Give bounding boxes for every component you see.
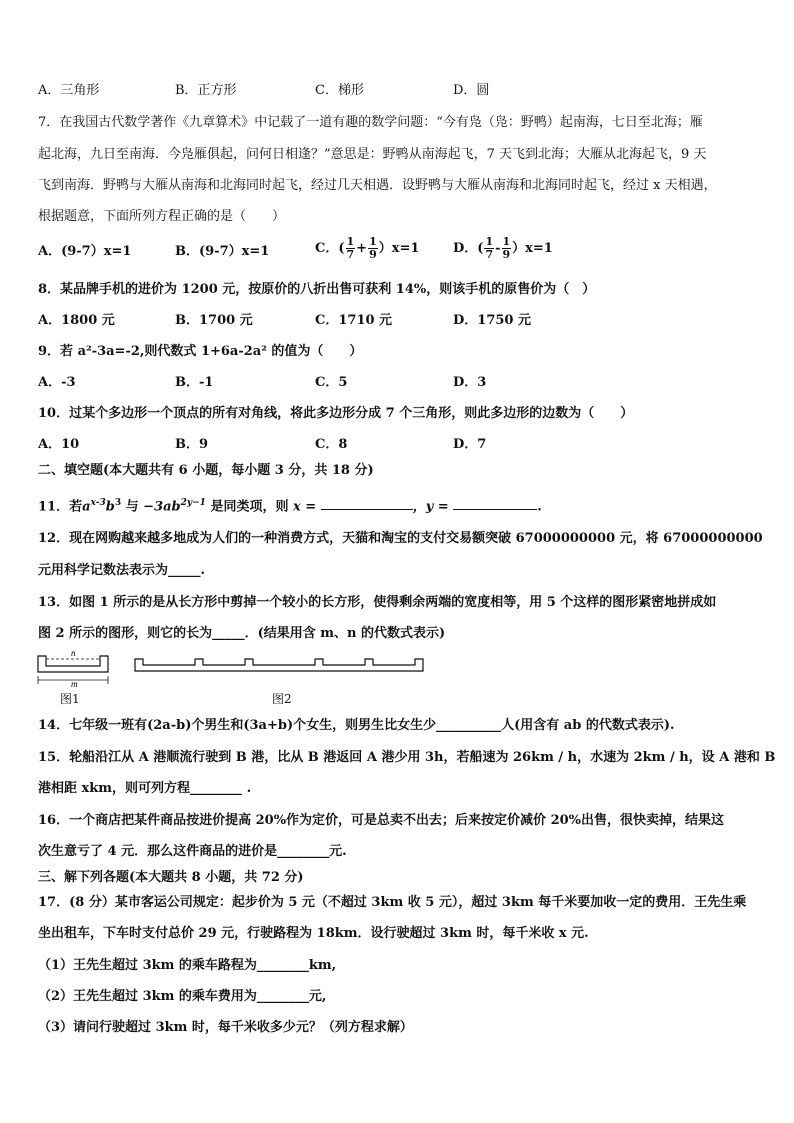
- q8-option-a: A．1800 元: [38, 313, 115, 328]
- q9-option-b: B．-1: [175, 375, 214, 390]
- q7-option-b: B．(9-7）x=1: [175, 244, 270, 259]
- q16-line-1: 16．一个商店把某件商品按进价提高 20%作为定价，可是总卖不出去；后来按定价减价 20%出售，很快卖掉，结果这: [38, 813, 725, 828]
- q7-line-2: 起北海，九日至南海．今凫雁俱起，问何日相逢？”意思是：野鸭从南海起飞，7 天飞到北海；大雁从北海起飞，9 天: [38, 147, 707, 162]
- q9-stem: 9．若 a²-3a=-2,则代数式 1+6a-2a² 的值为（ ）: [38, 344, 363, 359]
- q17-sub-2: （2）王先生超过 3km 的乘车费用为________元,: [38, 989, 327, 1004]
- q14-stem: 14．七年级一班有(2a-b)个男生和(3a+b)个女生，则男生比女生少__________人(用含有 ab 的代数式表示).: [38, 718, 675, 733]
- q10-option-d: D．7: [453, 437, 487, 452]
- answer-blank: [321, 497, 413, 510]
- answer-blank: [453, 497, 537, 510]
- q9-option-d: D．3: [453, 375, 487, 390]
- q12-line-2: 元用科学记数法表示为_____.: [38, 563, 206, 578]
- q8-option-c: C．1710 元: [315, 313, 393, 328]
- figure-1-caption: 图1: [60, 692, 80, 706]
- section-heading-solve: 三、解下列各题(本大题共 8 小题，共 72 分): [38, 870, 304, 885]
- q13-line-1: 13．如图 1 所示的是从长方形中剪掉一个较小的长方形，使得剩余两端的宽度相等，用 5 个这样的图形紧密地拼成如: [38, 595, 717, 610]
- q7-option-d-suffix: ）x=1: [512, 241, 553, 256]
- q7-option-c-suffix: ）x=1: [378, 241, 420, 256]
- q9-option-a: A．-3: [38, 375, 76, 390]
- q8-option-b: B．1700 元: [175, 313, 253, 328]
- q7-option-d-prefix: D．(: [453, 241, 484, 256]
- q11-stem: 11．若$a^{x-3}b^3$ 与 $-3ab^{2y-1}$ 是同类项，则 x = ，y = .: [38, 498, 542, 515]
- minus-sign: -: [495, 241, 501, 256]
- figure-2-caption: 图2: [272, 692, 292, 706]
- q17-line-1: 17．(8 分）某市客运公司规定：起步价为 5 元（不超过 3km 收 5 元），超过 3km 每千米要加收一定的费用．王先生乘: [38, 895, 747, 910]
- q6-option-a: A．三角形: [38, 83, 100, 98]
- fraction-1-9: $\frac{1}{9}$: [502, 235, 511, 261]
- q7-option-d: [453, 236, 553, 261]
- n-label: n: [71, 648, 76, 658]
- q7-line-3: 飞到南海．野鸭与大雁从南海和北海同时起飞，经过几天相遇．设野鸭与大雁从南海和北海同时起飞，经过 x 天相遇，: [38, 178, 717, 193]
- q7-line-1: 7．在我国古代数学著作《九章算术》中记载了一道有趣的数学问题：“今有凫（凫：野鸭）起南海，七日至北海；雁: [38, 115, 703, 130]
- q7-option-a: A．(9-7）x=1: [38, 244, 132, 259]
- q12-line-1: 12．现在网购越来越多地成为人们的一种消费方式，天猫和淘宝的支付交易额突破 67000000000 元，将 67000000000: [38, 531, 763, 546]
- figure-1-diagram: [36, 646, 116, 688]
- q7-line-4: 根据题意，下面所列方程正确的是（ ）: [38, 209, 286, 224]
- q10-option-b: B．9: [175, 437, 209, 452]
- q7-option-c-prefix: C．(: [315, 241, 345, 256]
- q10-stem: 10．过某个多边形一个顶点的所有对角线，将此多边形分成 7 个三角形，则此多边形的边数为（ ）: [38, 406, 634, 421]
- q10-option-a: A．10: [38, 437, 80, 452]
- q9-option-c: C．5: [315, 375, 348, 390]
- q6-option-b: B．正方形: [175, 83, 237, 98]
- plus-sign: +: [356, 241, 368, 256]
- fraction-1-7: $\frac{1}{7}$: [485, 235, 494, 261]
- q17-line-2: 坐出租车，下车时支付总价 29 元，行驶路程为 18km．设行驶超过 3km 时，每千米收 x 元.: [38, 926, 589, 941]
- q8-option-d: D．1750 元: [453, 313, 531, 328]
- q15-line-1: 15．轮船沿江从 A 港顺流行驶到 B 港，比从 B 港返回 A 港少用 3h，若船速为 26km / h，水速为 2km / h，设 A 港和 B: [38, 750, 776, 765]
- q6-option-d: D．圆: [453, 83, 490, 98]
- q13-line-2: 图 2 所示的图形，则它的长为_____．(结果用含 m、n 的代数式表示): [38, 626, 446, 641]
- q10-option-c: C．8: [315, 437, 348, 452]
- q16-line-2: 次生意亏了 4 元．那么这件商品的进价是________元.: [38, 844, 347, 859]
- fraction-1-9: $\frac{1}{9}$: [369, 235, 377, 261]
- q15-line-2: 港相距 xkm，则可列方程________ .: [38, 781, 252, 796]
- q6-option-c: C．梯形: [315, 83, 364, 98]
- q8-stem: 8．某品牌手机的进价为 1200 元，按原价的八折出售可获利 14%，则该手机的原售价为（ ）: [38, 282, 596, 297]
- m-label: m: [71, 679, 78, 688]
- q17-sub-1: （1）王先生超过 3km 的乘车路程为________km,: [38, 958, 337, 973]
- section-heading-fill-in: 二、填空题(本大题共有 6 小题，每小题 3 分，共 18 分): [38, 463, 374, 478]
- q7-option-c: [315, 236, 419, 261]
- fraction-1-7: $\frac{1}{7}$: [346, 235, 355, 261]
- q17-sub-3: （3）请问行驶超过 3km 时，每千米收多少元？（列方程求解）: [38, 1020, 413, 1035]
- figure-2-diagram: [133, 655, 433, 677]
